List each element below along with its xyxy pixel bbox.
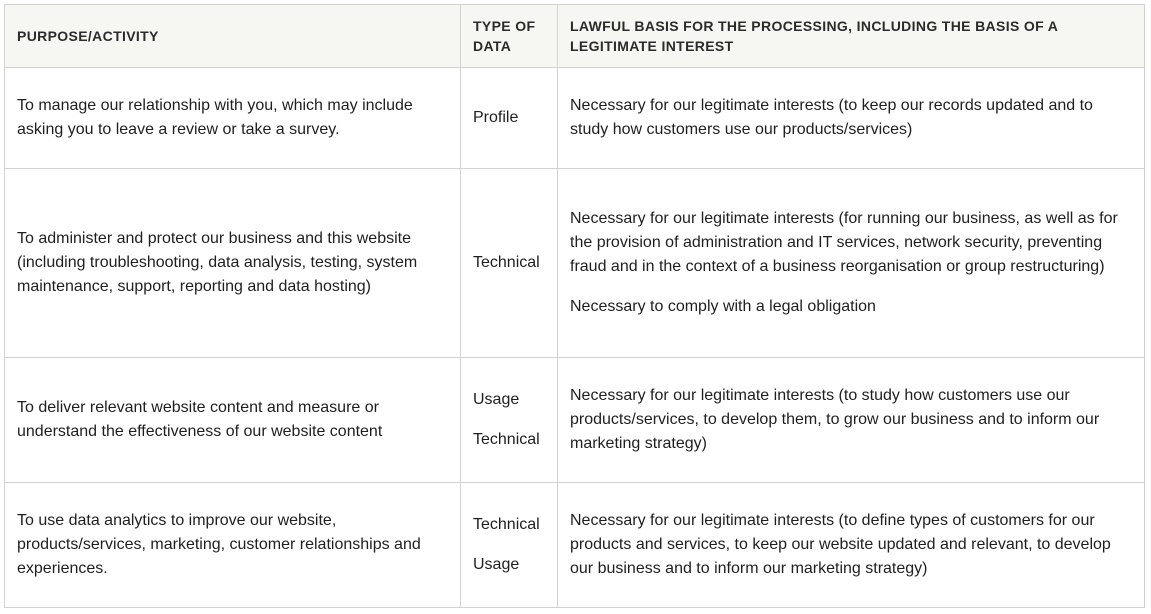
lawful-basis-text: Necessary to comply with a legal obligation <box>570 298 876 315</box>
purpose-cell: To manage our relationship with you, which may include asking you to leave a review or take a survey. <box>5 68 461 169</box>
lawful-basis-text: Necessary for our legitimate interests (to keep our records updated and to study how customers use our products/services) <box>570 97 1093 138</box>
purpose-cell: To use data analytics to improve our website, products/services, marketing, customer relationships and experiences. <box>5 483 461 608</box>
header-purpose-activity: PURPOSE/ACTIVITY <box>5 5 461 68</box>
data-type-cell <box>461 483 558 608</box>
purpose-cell: To deliver relevant website content and measure or understand the effectiveness of our website content <box>5 358 461 483</box>
table-body <box>5 68 1145 608</box>
lawful-basis-text: Necessary for our legitimate interests (to study how customers use our products/services, to develop them, to grow our business and to inform our marketing strategy) <box>570 387 1100 452</box>
data-type-cell <box>461 68 558 169</box>
lawful-basis-table <box>4 4 1145 608</box>
data-type: Technical <box>473 516 540 533</box>
purpose-cell: To administer and protect our business and this website (including troubleshooting, data analysis, testing, system maintenance, support, reporting and data hosting) <box>5 169 461 358</box>
header-row <box>5 5 1145 68</box>
header-type-of-data: TYPE OF DATA <box>461 5 558 68</box>
data-type: Technical <box>473 254 540 271</box>
data-type: Technical <box>473 431 540 448</box>
table-row <box>5 68 1145 169</box>
table-header <box>5 5 1145 68</box>
lawful-basis-text: Necessary for our legitimate interests (for running our business, as well as for the provision of administration and IT services, network security, preventing fraud and in the context of a business reorganisation or group restructuring) <box>570 210 1118 275</box>
table-row <box>5 358 1145 483</box>
lawful-basis-cell <box>558 358 1145 483</box>
data-type: Profile <box>473 109 519 126</box>
data-type-cell <box>461 169 558 358</box>
lawful-basis-cell <box>558 68 1145 169</box>
table-row <box>5 483 1145 608</box>
table-row <box>5 169 1145 358</box>
lawful-basis-cell <box>558 483 1145 608</box>
header-lawful-basis: LAWFUL BASIS FOR THE PROCESSING, INCLUDING THE BASIS OF A LEGITIMATE INTEREST <box>558 5 1145 68</box>
data-type-cell <box>461 358 558 483</box>
data-type: Usage <box>473 391 520 408</box>
lawful-basis-cell <box>558 169 1145 358</box>
data-type: Usage <box>473 556 520 573</box>
lawful-basis-text: Necessary for our legitimate interests (to define types of customers for our products and services, to keep our website updated and relevant, to develop our business and to inform our marketing strategy) <box>570 512 1111 577</box>
